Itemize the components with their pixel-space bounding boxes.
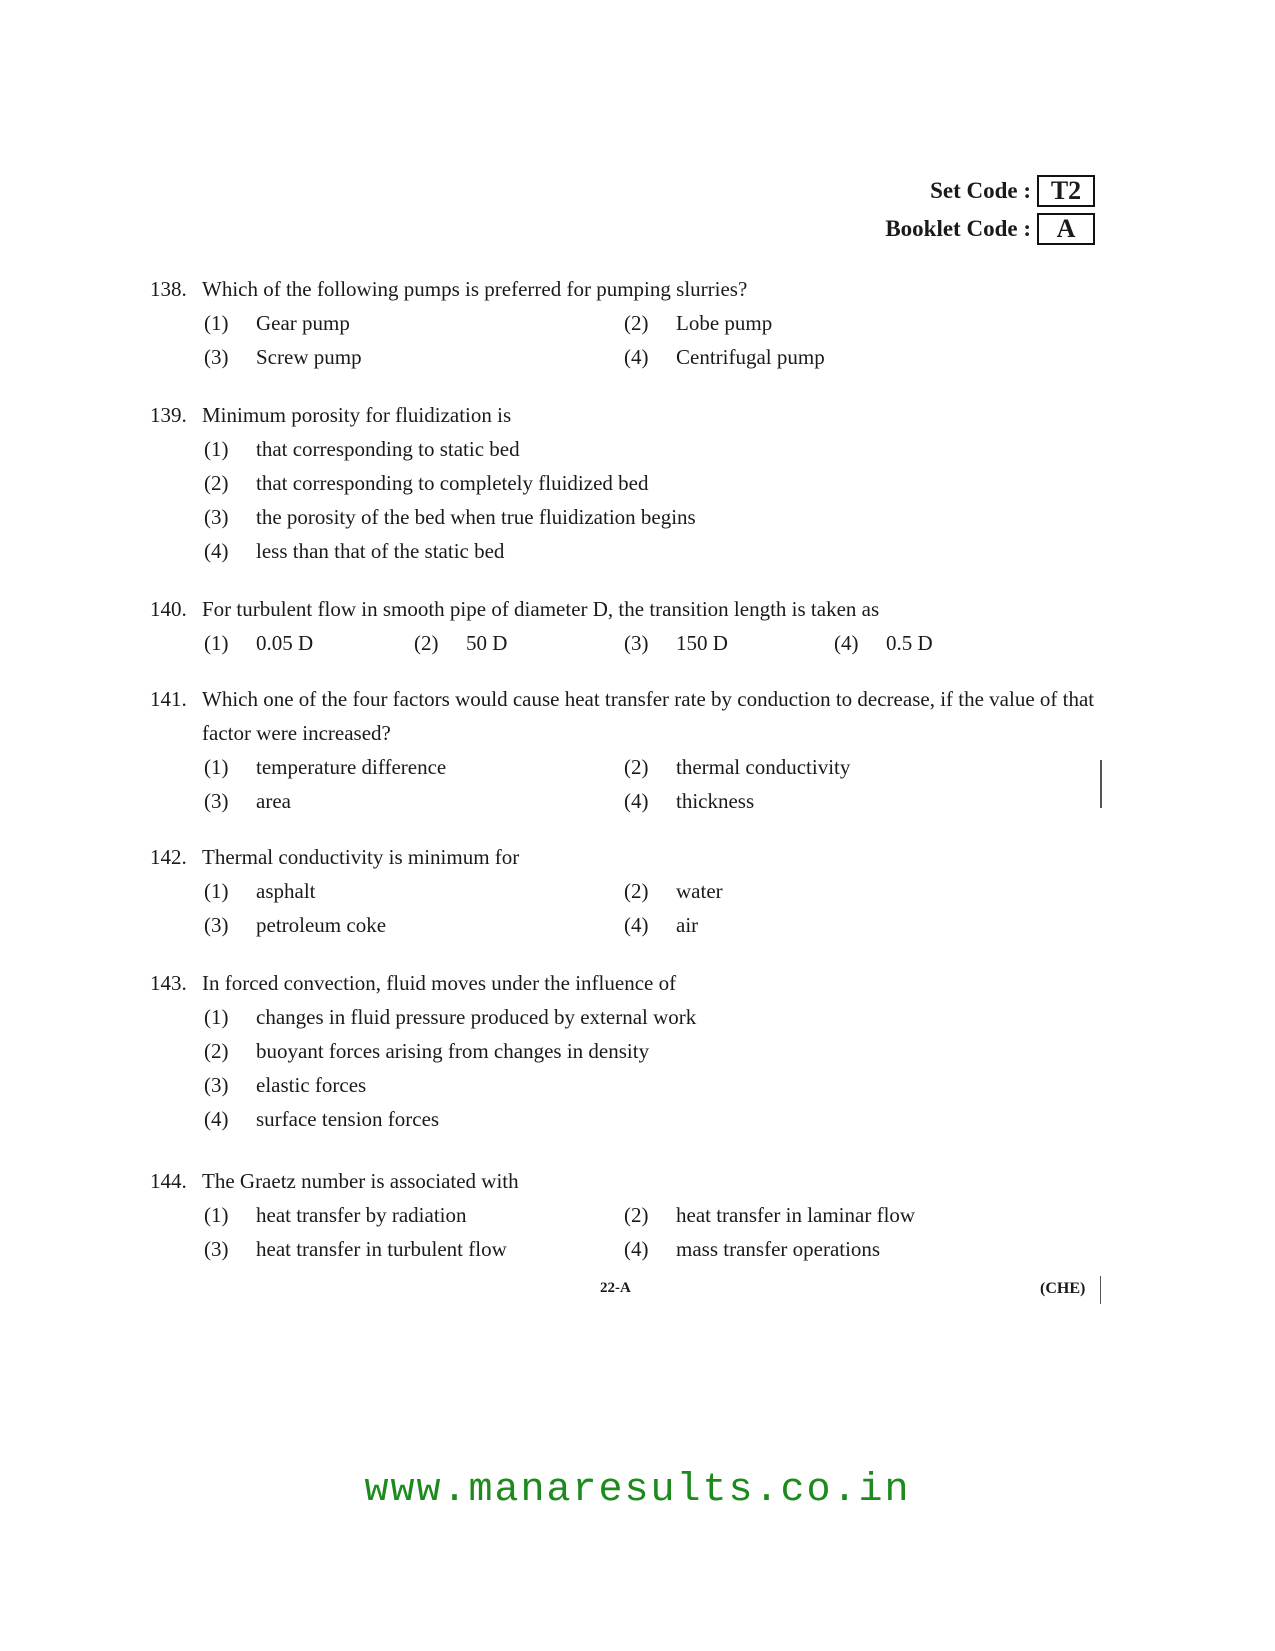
option-number: (2): [414, 631, 439, 655]
option-text: thermal conductivity: [676, 755, 851, 779]
option-3: [204, 1232, 624, 1266]
option-2: [624, 1198, 1044, 1232]
question-140: [150, 592, 1110, 660]
question-text: Thermal conductivity is minimum for: [202, 845, 520, 869]
option-4: [834, 626, 1044, 660]
option-3: [624, 626, 834, 660]
option-text: that corresponding to completely fluidized bed: [256, 471, 649, 495]
option-number: (1): [204, 311, 229, 335]
margin-line: [1100, 1276, 1101, 1304]
option-text: Gear pump: [256, 311, 350, 335]
option-2: [624, 874, 1044, 908]
set-code-row: [885, 172, 1095, 210]
option-1: [204, 1000, 1110, 1034]
option-text: 50 D: [466, 631, 508, 655]
booklet-code-row: [885, 210, 1095, 248]
set-code-value: T2: [1037, 175, 1095, 207]
option-4: [204, 1102, 1110, 1136]
option-text: elastic forces: [256, 1073, 367, 1097]
option-number: (4): [204, 1107, 229, 1131]
question-144: [150, 1164, 1110, 1266]
option-number: (3): [204, 1073, 229, 1097]
option-2: [204, 466, 1110, 500]
option-text: heat transfer by radiation: [256, 1203, 467, 1227]
question-number: 143.: [150, 971, 187, 995]
booklet-code-label: Booklet Code :: [885, 216, 1031, 241]
code-block: [885, 172, 1095, 248]
question-text: The Graetz number is associated with: [202, 1169, 519, 1193]
option-1: [204, 626, 414, 660]
question-139: [150, 398, 1110, 568]
question-number: 141.: [150, 687, 187, 711]
option-number: (2): [624, 755, 649, 779]
option-text: less than that of the static bed: [256, 539, 505, 563]
question-142: [150, 840, 1110, 942]
option-number: (3): [204, 913, 229, 937]
question-141: [150, 682, 1110, 818]
option-text: heat transfer in turbulent flow: [256, 1237, 507, 1261]
option-1: [204, 306, 624, 340]
question-138: [150, 272, 1110, 374]
option-text: mass transfer operations: [676, 1237, 881, 1261]
question-number: 138.: [150, 277, 187, 301]
option-2: [414, 626, 624, 660]
option-3: [204, 908, 624, 942]
booklet-code-value: A: [1037, 213, 1095, 245]
option-text: 150 D: [676, 631, 728, 655]
option-3: [204, 784, 624, 818]
option-3: [204, 1068, 1110, 1102]
option-number: (1): [204, 1005, 229, 1029]
option-number: (4): [624, 1237, 649, 1261]
margin-line: [1100, 760, 1102, 808]
question-143: [150, 966, 1110, 1136]
option-number: (3): [204, 505, 229, 529]
option-3: [204, 500, 1110, 534]
option-4: [624, 1232, 1044, 1266]
option-2: [624, 750, 1044, 784]
subject-code: (CHE): [1040, 1280, 1086, 1297]
website-watermark: www.manaresults.co.in: [364, 1468, 911, 1513]
option-number: (1): [204, 1203, 229, 1227]
option-text: buoyant forces arising from changes in density: [256, 1039, 650, 1063]
option-number: (4): [624, 789, 649, 813]
option-1: [204, 750, 624, 784]
option-text: area: [256, 789, 291, 813]
question-text: For turbulent flow in smooth pipe of diameter D, the transition length is taken as: [202, 597, 880, 621]
question-number: 142.: [150, 845, 187, 869]
option-1: [204, 874, 624, 908]
question-number: 144.: [150, 1169, 187, 1193]
option-text: the porosity of the bed when true fluidization begins: [256, 505, 696, 529]
question-text: Which one of the four factors would cause heat transfer rate by conduction to decrease, if the value of that factor were increased?: [202, 687, 1095, 745]
option-4: [624, 908, 1044, 942]
option-1: [204, 432, 1110, 466]
option-text: heat transfer in laminar flow: [676, 1203, 916, 1227]
option-number: (1): [204, 879, 229, 903]
option-text: 0.05 D: [256, 631, 314, 655]
option-number: (4): [624, 913, 649, 937]
option-text: water: [676, 879, 723, 903]
set-code-label: Set Code :: [930, 178, 1031, 203]
option-1: [204, 1198, 624, 1232]
option-text: temperature difference: [256, 755, 447, 779]
option-number: (2): [624, 879, 649, 903]
option-4: [204, 534, 1110, 568]
option-text: thickness: [676, 789, 755, 813]
option-text: Centrifugal pump: [676, 345, 825, 369]
option-text: petroleum coke: [256, 913, 387, 937]
option-number: (1): [204, 631, 229, 655]
question-text: Minimum porosity for fluidization is: [202, 403, 512, 427]
option-text: that corresponding to static bed: [256, 437, 520, 461]
question-text: Which of the following pumps is preferred for pumping slurries?: [202, 277, 748, 301]
option-text: Screw pump: [256, 345, 362, 369]
option-number: (2): [204, 471, 229, 495]
option-number: (3): [204, 1237, 229, 1261]
option-number: (2): [204, 1039, 229, 1063]
question-text: In forced convection, fluid moves under the influence of: [202, 971, 677, 995]
option-number: (3): [204, 345, 229, 369]
option-number: (2): [624, 311, 649, 335]
option-number: (3): [624, 631, 649, 655]
option-4: [624, 340, 1044, 374]
option-number: (4): [204, 539, 229, 563]
option-text: air: [676, 913, 699, 937]
option-text: asphalt: [256, 879, 316, 903]
option-2: [624, 306, 1044, 340]
question-number: 139.: [150, 403, 187, 427]
option-number: (1): [204, 437, 229, 461]
page-code: 22-A: [600, 1280, 631, 1296]
option-number: (4): [624, 345, 649, 369]
option-3: [204, 340, 624, 374]
option-text: surface tension forces: [256, 1107, 440, 1131]
option-2: [204, 1034, 1110, 1068]
option-4: [624, 784, 1044, 818]
option-number: (1): [204, 755, 229, 779]
option-number: (4): [834, 631, 859, 655]
option-text: changes in fluid pressure produced by external work: [256, 1005, 697, 1029]
option-text: Lobe pump: [676, 311, 773, 335]
question-number: 140.: [150, 597, 187, 621]
option-number: (2): [624, 1203, 649, 1227]
option-text: 0.5 D: [886, 631, 933, 655]
option-number: (3): [204, 789, 229, 813]
